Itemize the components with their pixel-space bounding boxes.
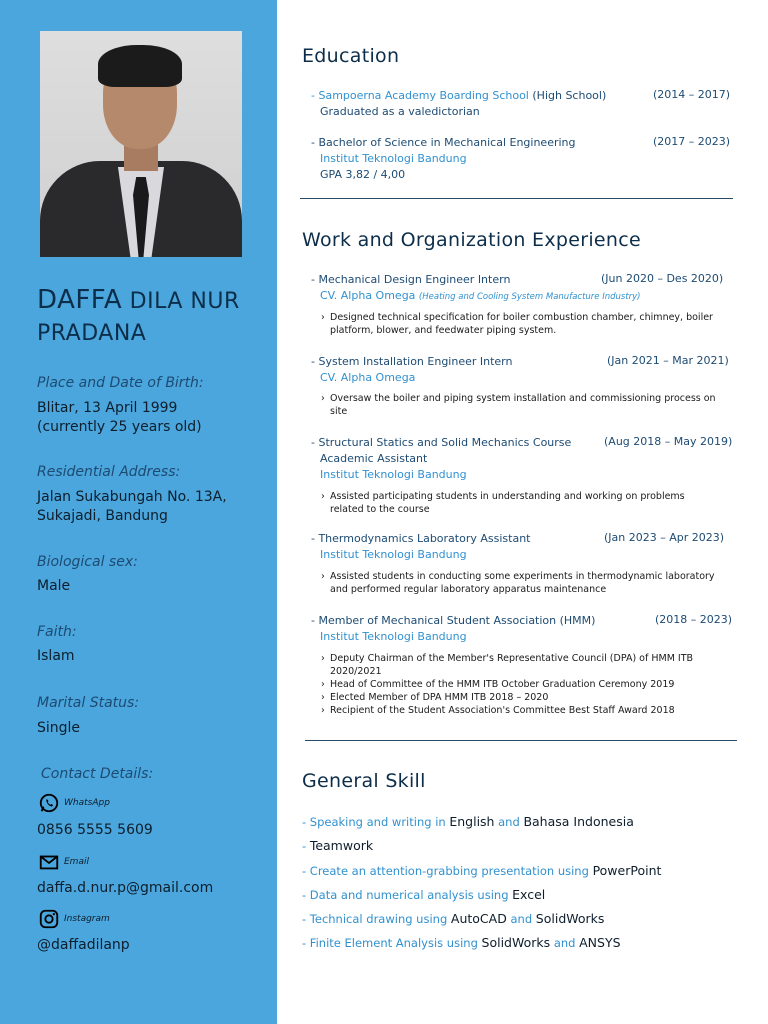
email-label: Email — [64, 857, 89, 867]
work-item-4: - Thermodynamics Laboratory Assistant Institut Teknologi Bandung — [311, 532, 531, 561]
work-item-5: - Member of Mechanical Student Association (HMM) Institut Teknologi Bandung — [311, 614, 596, 643]
work-date-3: (Aug 2018 – May 2019) — [604, 435, 733, 448]
address-label: Residential Address: — [37, 464, 181, 480]
skill-fea: - Finite Element Analysis using SolidWorks and ANSYS — [302, 935, 621, 950]
whatsapp-icon — [38, 792, 60, 814]
marital-value: Single — [37, 720, 81, 736]
education-date-2: (2017 – 2023) — [653, 135, 731, 148]
skill-technical-drawing: - Technical drawing using AutoCAD and SolidWorks — [302, 911, 605, 926]
work-item-1: - Mechanical Design Engineer Intern CV. Alpha Omega (Heating and Cooling System Manufacture Industry) — [311, 273, 641, 302]
sidebar — [0, 0, 277, 1024]
education-heading: Education — [302, 45, 400, 67]
work-heading: Work and Organization Experience — [302, 229, 642, 251]
email-row — [38, 851, 89, 873]
faith-label: Faith: — [37, 624, 77, 640]
work-bullets-2: › Oversaw the boiler and piping system installation and commissioning process on site — [321, 392, 721, 418]
work-bullets-4: › Assisted students in conducting some experiments in thermodynamic laboratory and performed regular laboratory apparatus maintenance — [321, 570, 721, 596]
profile-photo — [40, 31, 242, 257]
work-item-2: - System Installation Engineer Intern CV. Alpha Omega — [311, 355, 513, 384]
work-item-3: - Structural Statics and Solid Mechanics Course Academic Assistant Institut Teknologi Bandung — [311, 436, 572, 481]
whatsapp-label: WhatsApp — [64, 798, 110, 808]
skill-language: - Speaking and writing in English and Bahasa Indonesia — [302, 814, 634, 829]
divider — [300, 198, 733, 199]
education-item-2: - Bachelor of Science in Mechanical Engineering Institut Teknologi Bandung GPA 3,82 / 4,00 — [311, 136, 576, 181]
divider — [305, 740, 737, 741]
skill-presentation: - Create an attention-grabbing presentation using PowerPoint — [302, 863, 662, 878]
instagram-row — [38, 908, 110, 930]
email-address[interactable]: daffa.d.nur.p@gmail.com — [37, 880, 214, 896]
email-icon — [38, 851, 60, 873]
education-item-1: - Sampoerna Academy Boarding School (High School) Graduated as a valedictorian — [311, 89, 607, 118]
instagram-handle[interactable]: @daffadilanp — [37, 937, 130, 953]
education-date-1: (2014 – 2017) — [653, 88, 731, 101]
skill-teamwork: - Teamwork — [302, 838, 374, 853]
marital-label: Marital Status: — [37, 695, 140, 711]
faith-value: Islam — [37, 648, 75, 664]
sex-label: Biological sex: — [37, 554, 138, 570]
contact-label: Contact Details: — [41, 766, 154, 782]
birth-value: Blitar, 13 April 1999 (currently 25 years old) — [37, 400, 202, 435]
birth-label: Place and Date of Birth: — [37, 375, 204, 391]
skills-heading: General Skill — [302, 770, 426, 792]
skill-data-analysis: - Data and numerical analysis using Excel — [302, 887, 546, 902]
instagram-label: Instagram — [64, 914, 110, 924]
work-bullets-3: › Assisted participating students in understanding and working on problems related to the course — [321, 490, 721, 516]
instagram-icon — [38, 908, 60, 930]
full-name: DAFFA DILA NUR PRADANA — [37, 285, 240, 346]
address-value: Jalan Sukabungah No. 13A, Sukajadi, Bandung — [37, 489, 227, 524]
work-date-1: (Jun 2020 – Des 2020) — [601, 272, 724, 285]
work-date-5: (2018 – 2023) — [655, 613, 733, 626]
whatsapp-row — [38, 792, 110, 814]
work-bullets-1: › Designed technical specification for boiler combustion chamber, chimney, boiler platform, blower, and feedwater piping system. — [321, 311, 721, 337]
work-date-4: (Jan 2023 – Apr 2023) — [604, 531, 725, 544]
sex-value: Male — [37, 578, 71, 594]
whatsapp-number[interactable]: 0856 5555 5609 — [37, 822, 153, 838]
work-bullets-5: › Deputy Chairman of the Member's Representative Council (DPA) of HMM ITB 2020/2021 › Head of Committee of the HMM ITB October Graduation Ceremony 2019 › Elected Member of DPA HMM ITB 2018 – 2020 › Recipient of the Student Association's Committee Best Staff Award 2018 — [321, 652, 721, 717]
work-date-2: (Jan 2021 – Mar 2021) — [607, 354, 729, 367]
